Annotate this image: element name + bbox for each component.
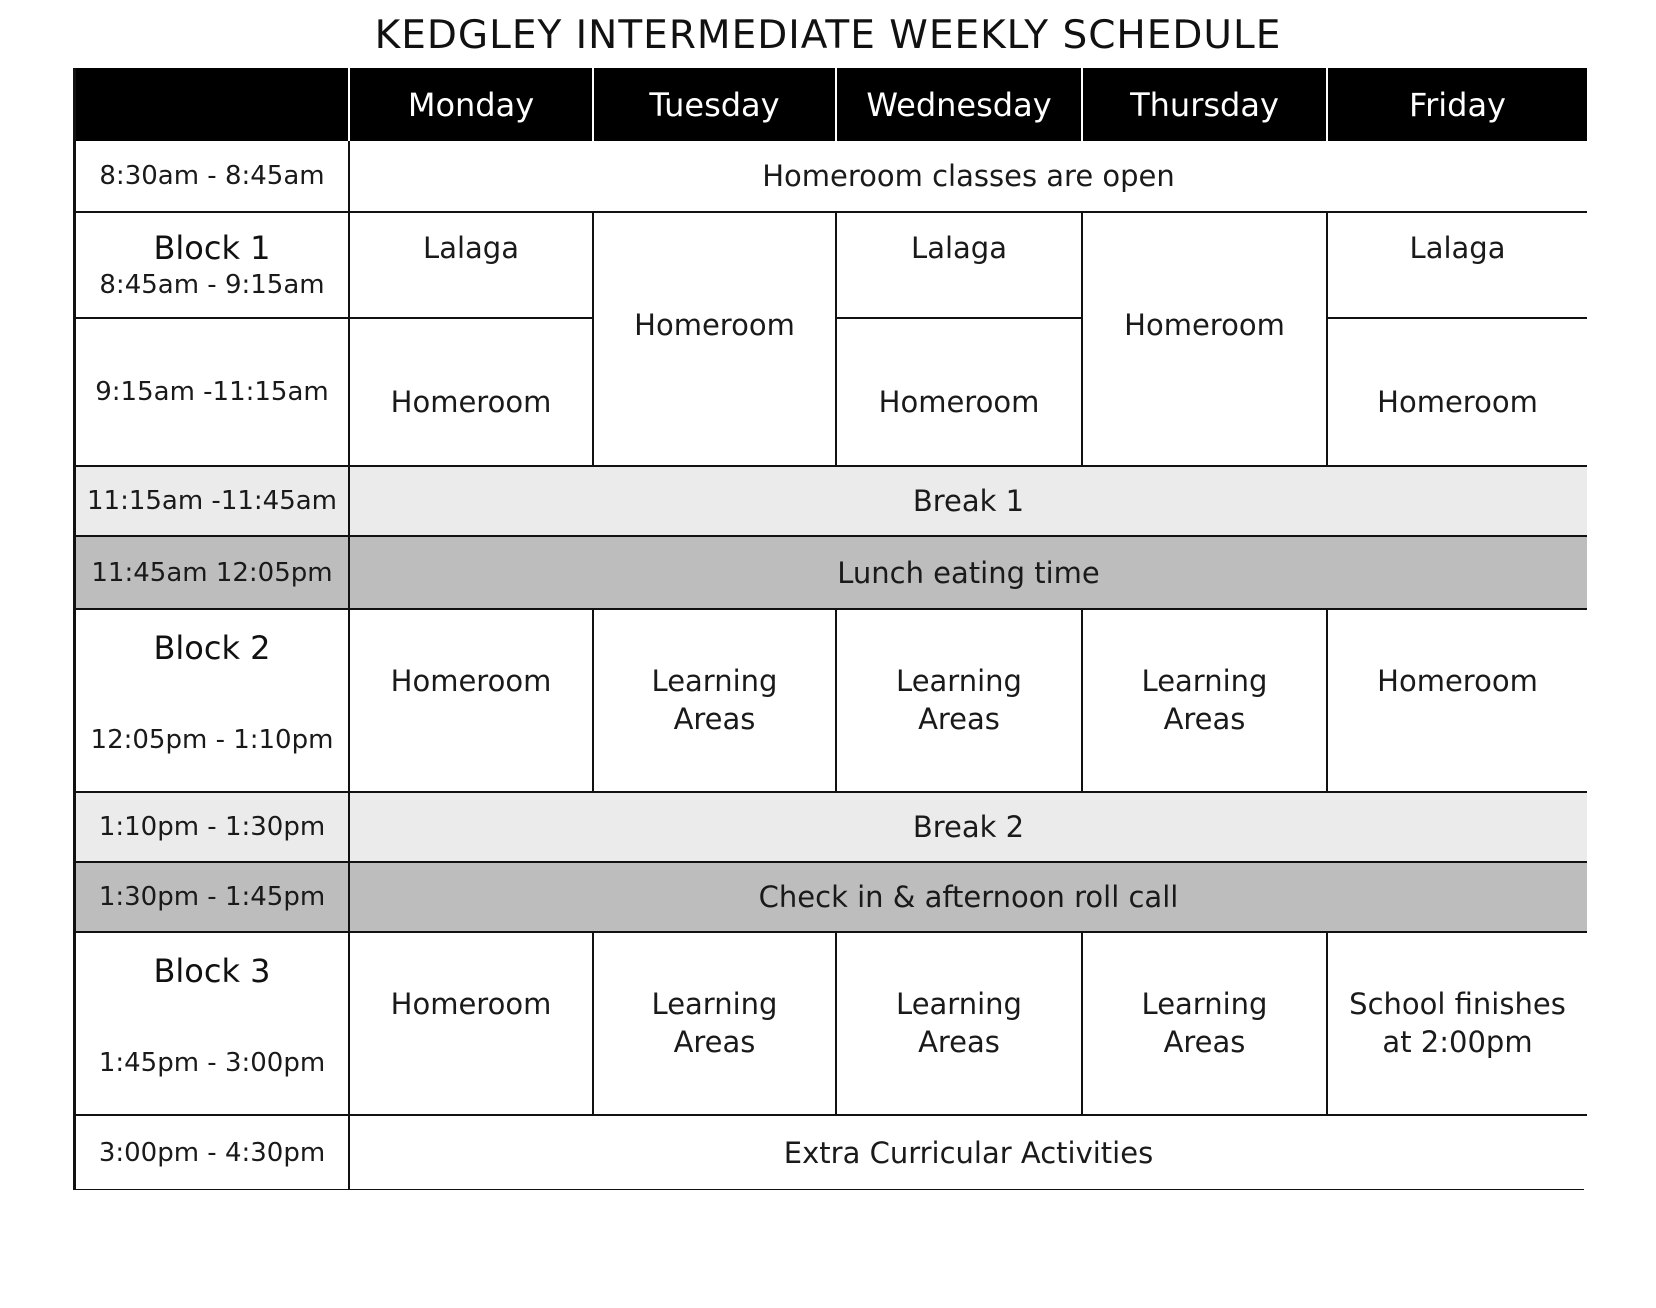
checkin-cell: Check in & afternoon roll call (350, 863, 1587, 933)
time-lunch: 11:45am 12:05pm (76, 537, 350, 610)
block3-tuesday-l1: Learning (651, 987, 778, 1021)
block2-wednesday (837, 610, 1083, 793)
block2-name: Block 2 (153, 629, 271, 667)
header-monday: Monday (350, 68, 594, 141)
block2-thursday (1083, 610, 1328, 793)
block1-friday-a: Lalaga (1328, 213, 1587, 319)
time-break1: 11:15am -11:45am (76, 467, 350, 537)
time-extra: 3:00pm - 4:30pm (76, 1116, 350, 1189)
schedule-table (73, 68, 1584, 1190)
block2-friday: Homeroom (1328, 610, 1587, 793)
break1-cell: Break 1 (350, 467, 1587, 537)
block1-time: 8:45am - 9:15am (99, 270, 325, 300)
time-checkin: 1:30pm - 1:45pm (76, 863, 350, 933)
block1-time2: 9:15am -11:15am (76, 319, 350, 467)
block1-wednesday-a: Lalaga (837, 213, 1083, 319)
block1-name: Block 1 (153, 229, 271, 267)
block1-wednesday-b: Homeroom (837, 319, 1083, 467)
header-thursday: Thursday (1083, 68, 1328, 141)
time-break2: 1:10pm - 1:30pm (76, 793, 350, 863)
block3-wednesday-l1: Learning (896, 987, 1022, 1021)
block1-thursday: Homeroom (1083, 213, 1328, 467)
block2-monday: Homeroom (350, 610, 594, 793)
block3-name: Block 3 (153, 952, 271, 990)
block1-monday-a: Lalaga (350, 213, 594, 319)
block3-wednesday (837, 933, 1083, 1116)
header-corner (76, 68, 350, 141)
header-friday: Friday (1328, 68, 1587, 141)
extra-cell: Extra Curricular Activities (350, 1116, 1587, 1189)
block3-tuesday (594, 933, 837, 1116)
block3-friday (1328, 933, 1587, 1116)
block1-monday-b: Homeroom (350, 319, 594, 467)
lunch-cell: Lunch eating time (350, 537, 1587, 610)
block3-thursday-l1: Learning (1141, 987, 1268, 1021)
header-tuesday: Tuesday (594, 68, 837, 141)
block3-label (76, 933, 350, 1116)
block2-wednesday-l2: Areas (918, 702, 1000, 736)
homeroom-open-cell: Homeroom classes are open (350, 141, 1587, 213)
block2-tuesday-l2: Areas (673, 702, 756, 736)
block3-thursday-l2: Areas (1163, 1025, 1246, 1059)
block3-tuesday-l2: Areas (673, 1025, 756, 1059)
block2-thursday-l2: Areas (1163, 702, 1246, 736)
block1-friday-b: Homeroom (1328, 319, 1587, 467)
block1-tuesday: Homeroom (594, 213, 837, 467)
time-homeroom-open: 8:30am - 8:45am (76, 141, 350, 213)
block3-friday-l1: School finishes (1349, 987, 1566, 1021)
block2-tuesday-l1: Learning (651, 664, 778, 698)
block3-thursday (1083, 933, 1328, 1116)
block3-monday: Homeroom (350, 933, 594, 1116)
header-wednesday: Wednesday (837, 68, 1083, 141)
block2-label (76, 610, 350, 793)
block3-friday-l2: at 2:00pm (1382, 1025, 1533, 1059)
block2-wednesday-l1: Learning (896, 664, 1022, 698)
block3-time: 1:45pm - 3:00pm (98, 1048, 326, 1078)
block3-wednesday-l2: Areas (918, 1025, 1000, 1059)
page-title: KEDGLEY INTERMEDIATE WEEKLY SCHEDULE (374, 13, 1282, 58)
block2-thursday-l1: Learning (1141, 664, 1268, 698)
block1-label (76, 213, 350, 319)
block2-tuesday (594, 610, 837, 793)
break2-cell: Break 2 (350, 793, 1587, 863)
block2-time: 12:05pm - 1:10pm (90, 725, 334, 755)
